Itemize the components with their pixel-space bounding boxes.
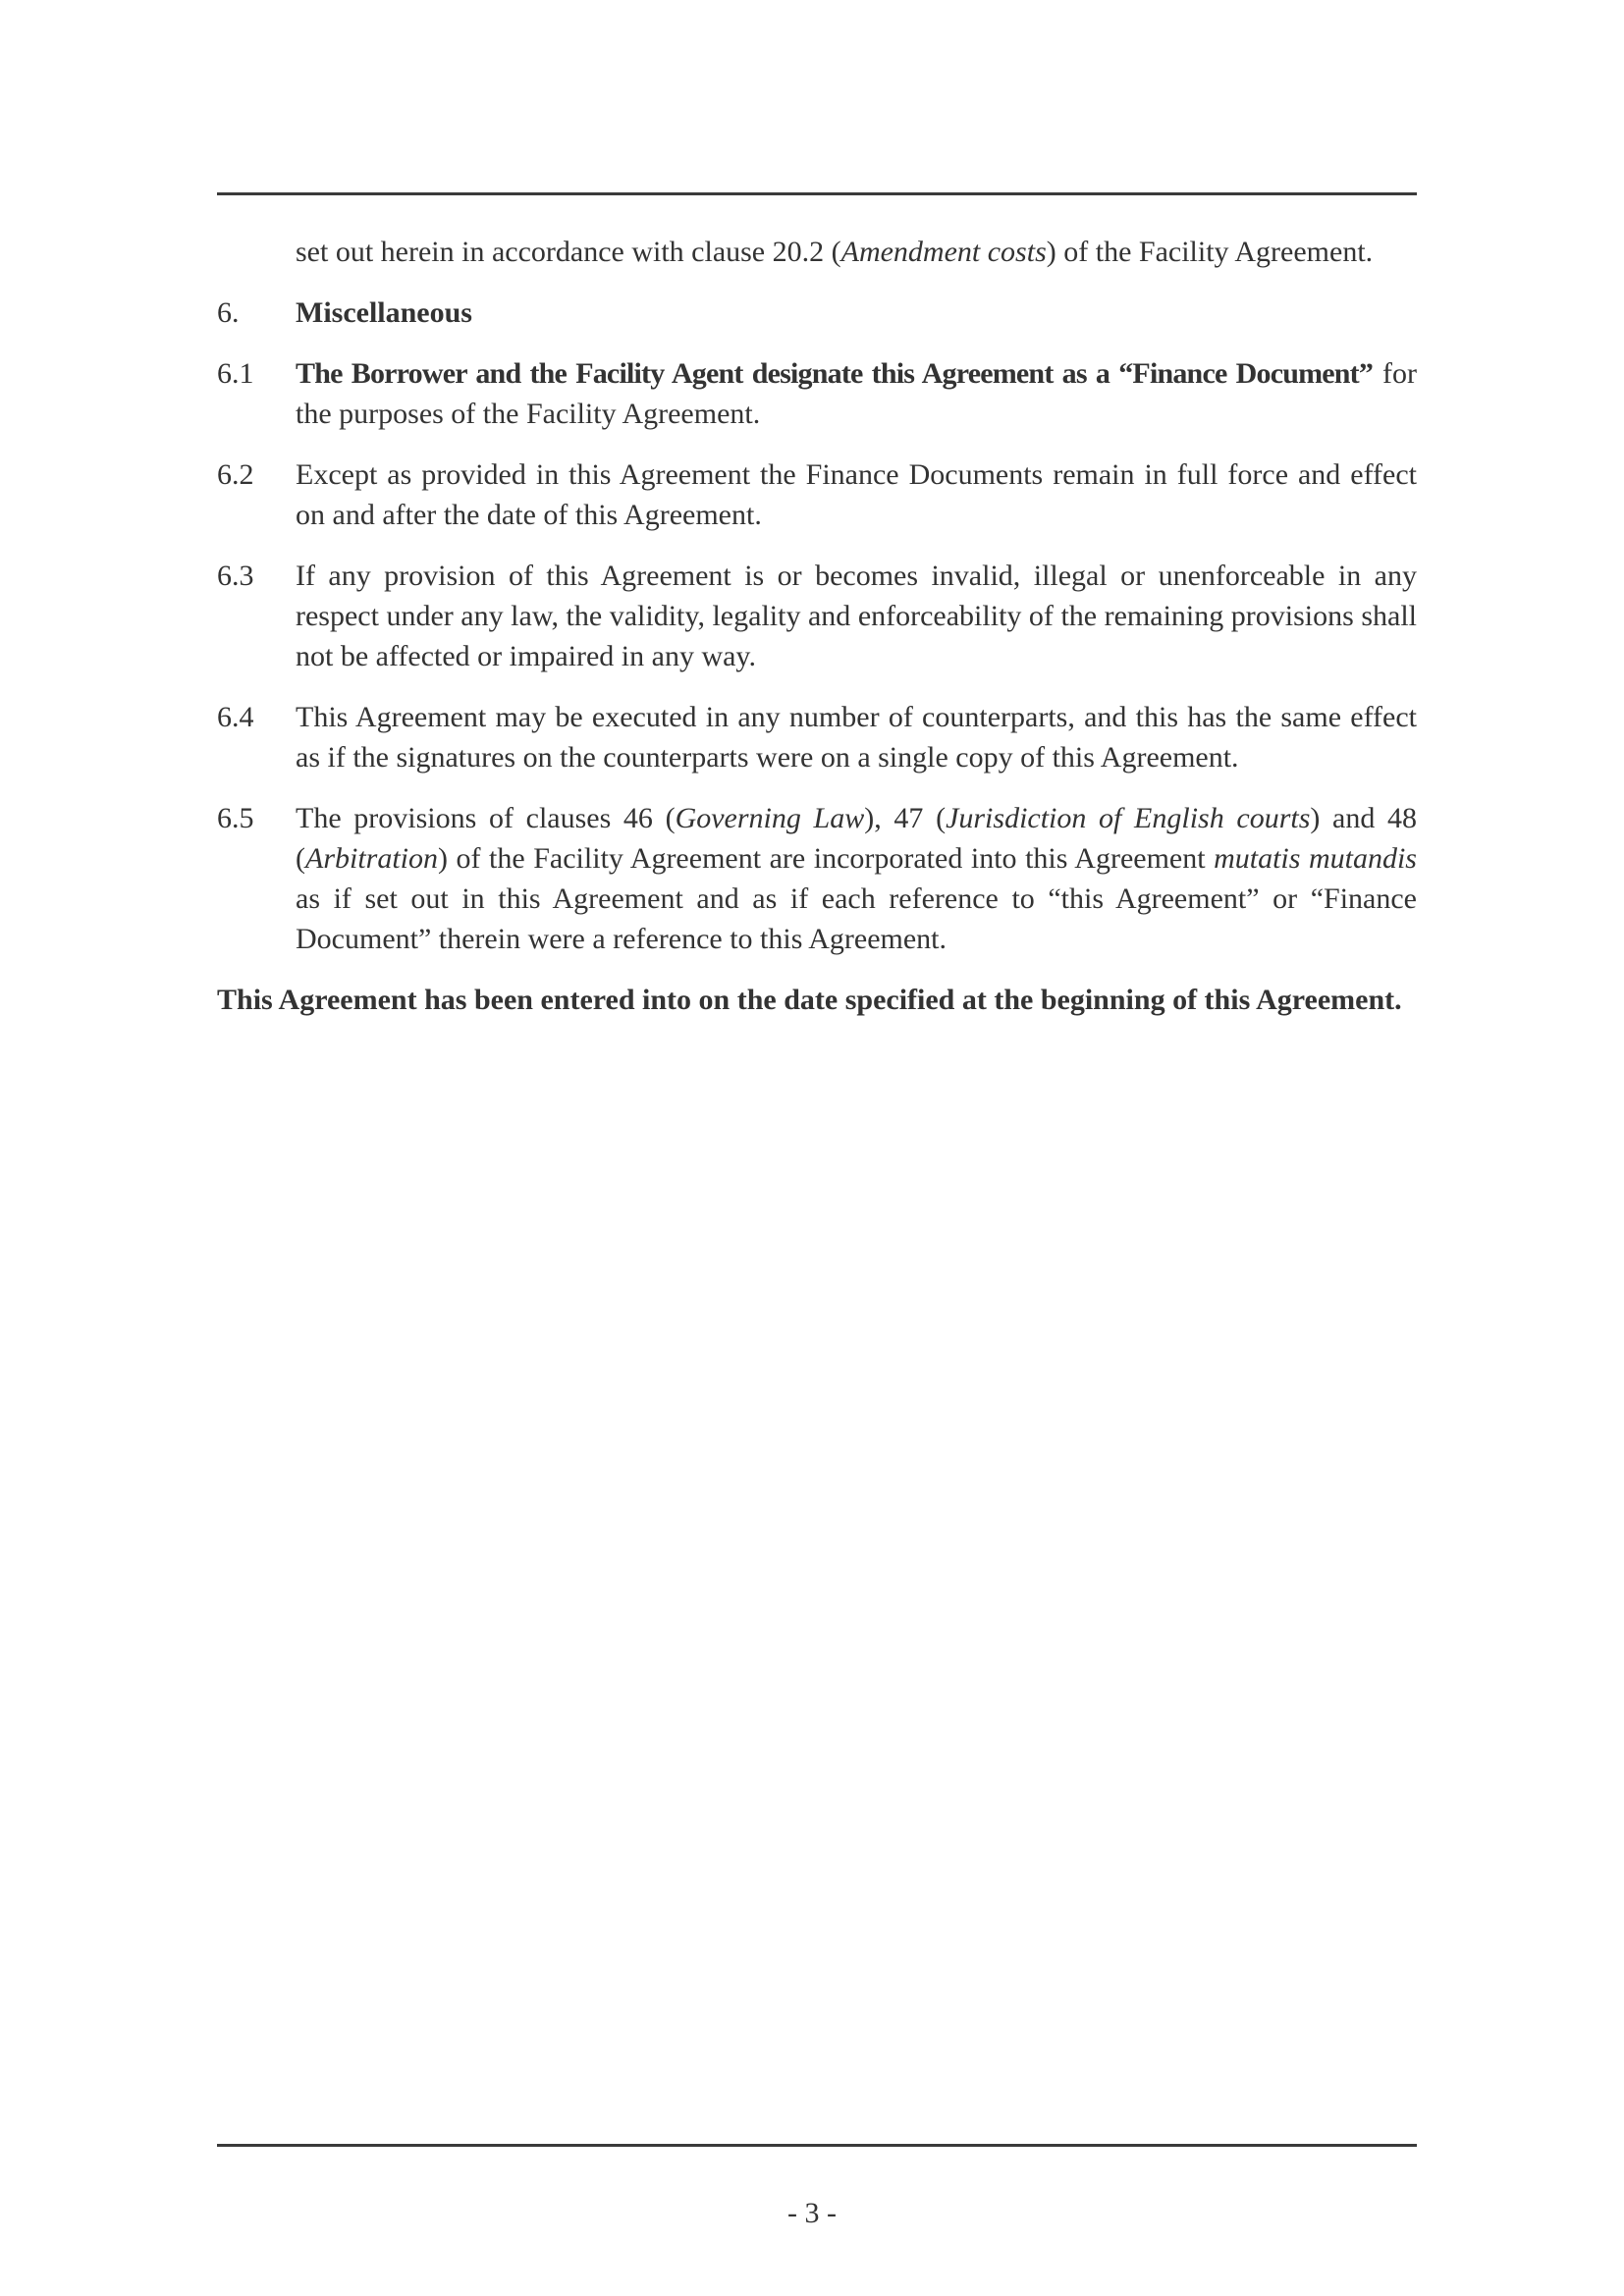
- clause-text-part: ) of the Facility Agreement are incorporated into this Agreement: [438, 842, 1215, 875]
- clause-text: This Agreement may be executed in any number of counterparts, and this has the same effect as if the signatures on the counterparts were on a single copy of this Agreement.: [296, 701, 1417, 774]
- page-number: - 3 -: [787, 2197, 837, 2229]
- clause-text-part: ), 47 (: [864, 802, 947, 834]
- continuation-paragraph: [217, 232, 1417, 272]
- clause-6-5: [217, 798, 1417, 959]
- clause-italic-arbitration: Arbitration: [305, 842, 439, 875]
- section-number: 6.: [217, 296, 240, 329]
- clause-6-3: [217, 556, 1417, 676]
- clause-6-1: [217, 353, 1417, 434]
- clause-italic-governing-law: Governing Law: [675, 802, 865, 834]
- section-heading: [217, 293, 1417, 333]
- clause-text-part: The provisions of clauses 46 (: [296, 802, 676, 834]
- clause-number: 6.5: [217, 802, 254, 834]
- closing-statement: This Agreement has been entered into on the date specified at the beginning of this Agreement.: [217, 984, 1402, 1016]
- clause-number: 6.1: [217, 357, 254, 390]
- clause-text-part: ) and 48 (: [296, 802, 1418, 875]
- clause-6-4: [217, 697, 1417, 777]
- clause-bold-text: The Borrower and the Facility Agent designate this Agreement as a “Finance Document”: [296, 357, 1374, 390]
- continuation-text: set out herein in accordance with clause 20.2 (: [296, 236, 841, 268]
- clause-number: 6.4: [217, 701, 254, 733]
- continuation-italic: Amendment costs: [840, 236, 1047, 268]
- header-rule: [217, 192, 1417, 195]
- clause-text: Except as provided in this Agreement the Finance Documents remain in full force and effect on and after the date of this Agreement.: [296, 458, 1417, 531]
- clause-italic-mutatis: mutatis mutandis: [1214, 842, 1417, 875]
- clause-text: If any provision of this Agreement is or becomes invalid, illegal or unenforceable in any respect under any law, the validity, legality and enforceability of the remaining provisions shall not be affected or impaired in any way.: [296, 560, 1417, 672]
- clause-number: 6.2: [217, 458, 254, 491]
- clause-text-part: as if set out in this Agreement and as if each reference to “this Agreement” or “Finance Document” therein were a reference to this Agreement.: [296, 882, 1417, 955]
- clause-text: [296, 798, 1417, 959]
- footer-rule: [217, 2144, 1417, 2147]
- clause-italic-jurisdiction: Jurisdiction of English courts: [946, 802, 1311, 834]
- clause-text: for the purposes of the Facility Agreement.: [296, 357, 1418, 430]
- clause-6-2: [217, 454, 1417, 535]
- continuation-text-end: ) of the Facility Agreement.: [1046, 236, 1374, 268]
- document-body: [217, 232, 1417, 1049]
- section-title: Miscellaneous: [296, 296, 472, 329]
- clause-number: 6.3: [217, 560, 254, 592]
